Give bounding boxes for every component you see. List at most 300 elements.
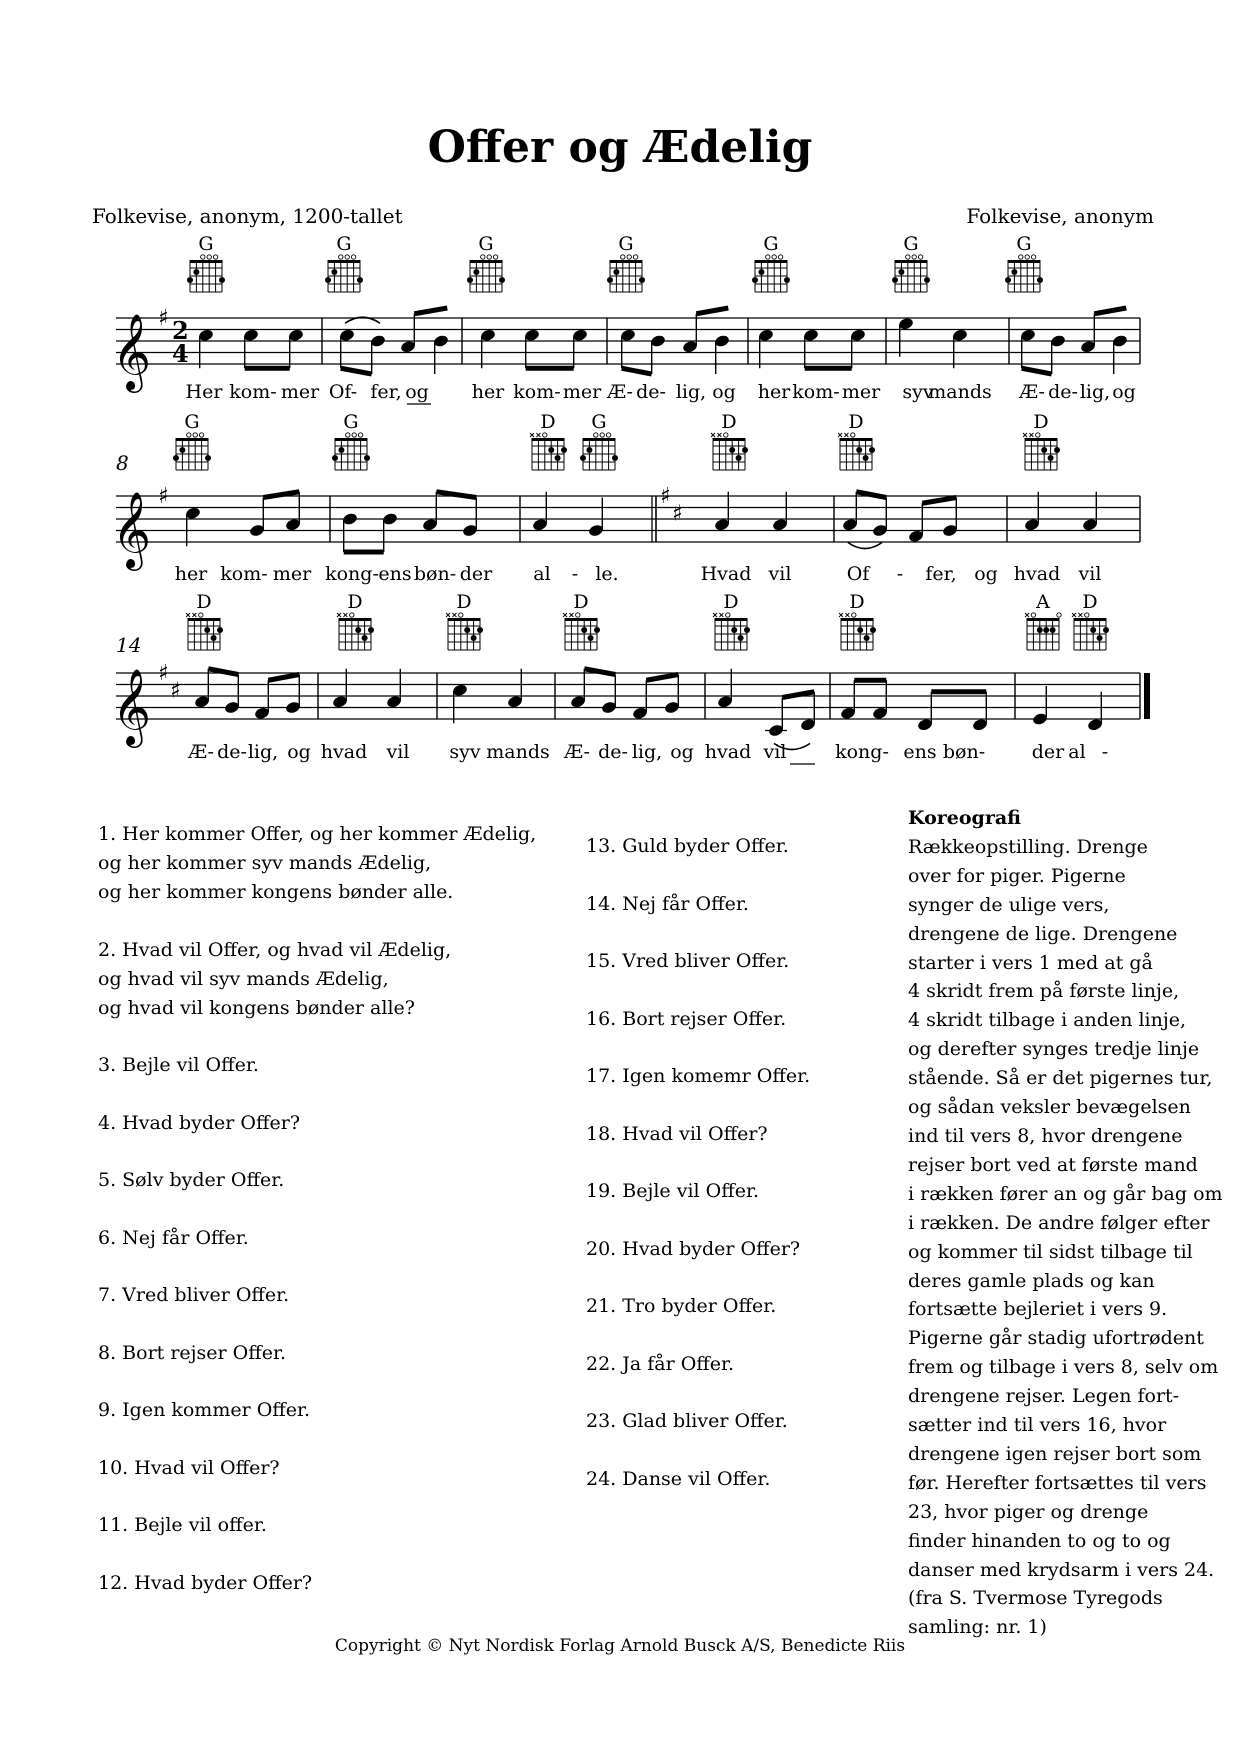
verse-line: 11. Bejle vil offer. — [98, 1514, 267, 1536]
open-string-marker — [606, 433, 610, 437]
open-string-marker — [481, 255, 485, 259]
finger-dot — [219, 277, 225, 283]
lyric-syllable: kom- — [220, 563, 268, 585]
koreografi-line: finder hinanden to og to og — [908, 1529, 1171, 1552]
verse-line: 7. Vred bliver Offer. — [98, 1284, 290, 1306]
lyric-syllable: Her — [185, 381, 223, 403]
finger-dot — [561, 447, 567, 453]
finger-dot — [1037, 277, 1043, 283]
lyric-syllable: Of — [846, 563, 870, 585]
chord-nut — [583, 438, 615, 441]
open-string-marker — [339, 255, 343, 259]
open-string-marker — [199, 613, 203, 617]
finger-dot — [731, 627, 737, 633]
open-string-marker — [187, 433, 191, 437]
koreografi-line: stående. Så er det pigernes tur, — [908, 1067, 1213, 1090]
lyric-syllable: Hvad — [700, 563, 752, 585]
lyric-syllable: lig, — [1079, 381, 1111, 403]
chord-diagram-icon — [713, 613, 750, 650]
chord-diagram-icon — [325, 255, 363, 292]
lyric-syllable: og — [287, 741, 311, 763]
verse-line: 3. Bejle vil Offer. — [98, 1054, 259, 1076]
koreografi-line: og sådan veksler bevægelsen — [908, 1096, 1191, 1119]
finger-dot — [473, 269, 479, 275]
lyric-syllable: kong- — [835, 741, 889, 763]
open-string-marker — [633, 255, 637, 259]
chord-diagram-icon — [711, 433, 748, 470]
muted-string-marker — [711, 433, 715, 437]
lyric-syllable: her — [174, 563, 208, 585]
chord-nut — [895, 260, 927, 263]
finger-dot — [744, 627, 750, 633]
beam — [922, 498, 956, 504]
lyric-syllable: lig, — [675, 381, 707, 403]
chord-diagram-icon — [752, 255, 790, 292]
time-signature-bottom: 4 — [172, 339, 189, 368]
chord-name: D — [196, 591, 212, 613]
koreografi-line: rejser bort ved at første mand — [908, 1153, 1198, 1176]
chord-name: G — [763, 233, 779, 255]
verse — [98, 1569, 568, 1598]
open-string-marker — [772, 255, 776, 259]
chord-diagram-icon — [580, 433, 618, 470]
verse — [586, 1062, 886, 1091]
muted-string-marker — [337, 613, 341, 617]
sheet-music-score — [0, 0, 1240, 790]
open-string-marker — [346, 433, 350, 437]
lyric-syllable: Æ- — [607, 381, 633, 403]
finger-dot — [1005, 277, 1011, 283]
verse — [98, 1396, 568, 1425]
open-string-marker — [1031, 613, 1035, 617]
finger-dot — [193, 269, 199, 275]
muted-string-marker — [563, 613, 567, 617]
lyric-syllable: syv — [449, 741, 481, 763]
finger-dot — [205, 455, 211, 461]
open-string-marker — [199, 433, 203, 437]
lyric-syllable: og — [405, 381, 429, 403]
open-string-marker — [600, 433, 604, 437]
verse — [98, 1511, 568, 1540]
open-string-marker — [621, 255, 625, 259]
beam — [646, 675, 678, 681]
open-string-marker — [459, 613, 463, 617]
open-string-marker — [912, 255, 916, 259]
open-string-marker — [594, 433, 598, 437]
chord-nut — [470, 260, 502, 263]
open-string-marker — [852, 613, 856, 617]
beam — [622, 368, 652, 374]
beam — [1094, 308, 1126, 314]
open-string-marker — [201, 255, 205, 259]
verse-line: 20. Hvad byder Offer? — [586, 1237, 801, 1260]
muted-string-marker — [452, 613, 456, 617]
verse-line: og her kommer kongens bønder alle. — [98, 881, 454, 903]
lyric-syllable: ens — [903, 741, 937, 763]
lyric-syllable: der — [1031, 741, 1065, 763]
verse-line: 2. Hvad vil Offer, og hvad vil Ædelig, — [98, 938, 452, 961]
chord-diagram-icon — [446, 613, 483, 650]
chord-nut — [1008, 260, 1040, 263]
finger-dot — [612, 455, 618, 461]
beam — [1022, 368, 1052, 374]
muted-string-marker — [839, 613, 843, 617]
muted-string-marker — [530, 433, 534, 437]
chord-name: G — [903, 233, 919, 255]
lyric-syllable: og — [712, 381, 736, 403]
finger-dot — [863, 455, 869, 461]
lyric-syllable: mer — [562, 381, 602, 403]
finger-dot — [467, 277, 473, 283]
open-string-marker — [1085, 613, 1089, 617]
finger-dot — [187, 277, 193, 283]
finger-dot — [892, 277, 898, 283]
muted-string-marker — [1078, 613, 1082, 617]
chord-name: D — [573, 591, 589, 613]
koreografi-line: drengene de lige. Drengene — [908, 922, 1178, 945]
lyric-syllable: fer, — [925, 563, 957, 585]
koreografi-line: samling: nr. 1) — [908, 1616, 1047, 1639]
chord-nut — [335, 438, 367, 441]
beam — [856, 492, 886, 498]
koreografi-line: ind til vers 8, hvor drengene — [908, 1124, 1183, 1147]
koreografi-line: frem og tilbage i vers 8, selv om — [908, 1356, 1219, 1379]
open-string-marker — [1019, 255, 1023, 259]
beam — [263, 492, 299, 498]
lyric-syllable: de- — [217, 741, 247, 763]
finger-dot — [338, 447, 344, 453]
chord-diagram-icon — [332, 433, 370, 470]
open-string-marker — [1025, 255, 1029, 259]
finger-dot — [738, 635, 744, 641]
measure-number: 14 — [116, 633, 142, 657]
verse-line: og her kommer syv mands Ædelig, — [98, 852, 432, 874]
lyric-syllable: Æ- — [188, 741, 214, 763]
lyric-syllable: Æ- — [564, 741, 590, 763]
chord-name: D — [723, 591, 739, 613]
verse-line: 17. Igen komemr Offer. — [586, 1065, 811, 1087]
finger-dot — [588, 635, 594, 641]
koreografi-line: sætter ind til vers 16, hvor — [908, 1414, 1167, 1437]
muted-string-marker — [186, 613, 190, 617]
finger-dot — [1041, 447, 1047, 453]
chord-diagram-icon — [563, 613, 600, 650]
muted-string-marker — [1023, 433, 1027, 437]
lyric-syllable: syv — [902, 381, 934, 403]
finger-dot — [1097, 635, 1103, 641]
verse-line: 15. Vred bliver Offer. — [586, 950, 790, 972]
chord-diagram-icon — [186, 613, 223, 650]
chord-diagram-icon — [1005, 255, 1043, 292]
verse-line: og hvad vil kongens bønder alle? — [98, 996, 415, 1019]
chord-diagram-icon — [838, 433, 875, 470]
chord-nut — [715, 618, 747, 621]
verse — [98, 1454, 568, 1483]
finger-dot — [898, 269, 904, 275]
verse-line: 5. Sølv byder Offer. — [98, 1169, 285, 1191]
finger-dot — [1011, 269, 1017, 275]
koreografi-line: 4 skridt frem på første linje, — [908, 980, 1180, 1003]
verse-line: 23. Glad bliver Offer. — [586, 1410, 788, 1432]
verse — [586, 1465, 886, 1494]
chord-name: A — [1036, 591, 1050, 613]
chord-name: D — [347, 591, 363, 613]
verse — [586, 1005, 886, 1034]
beam — [414, 308, 447, 314]
verses-column-1 — [98, 820, 568, 1626]
lyric-syllable: mands — [928, 381, 992, 403]
finger-dot — [869, 447, 875, 453]
finger-dot — [784, 277, 790, 283]
finger-dot — [325, 277, 331, 283]
lyric-syllable: vil — [386, 741, 410, 763]
muted-string-marker — [844, 433, 848, 437]
chord-name: G — [591, 411, 607, 433]
composer-right: Folkevise, anonym — [966, 204, 1154, 228]
lyric-syllable: mer — [841, 381, 881, 403]
lyric-syllable: kom- — [792, 381, 840, 403]
lyric-syllable: bøn- — [413, 563, 457, 585]
chord-name: G — [478, 233, 494, 255]
open-string-marker — [1036, 433, 1040, 437]
open-string-marker — [543, 433, 547, 437]
lyric-syllable: hvad — [704, 741, 752, 763]
koreografi-line: deres gamle plads og kan — [908, 1269, 1155, 1292]
chord-name: G — [618, 233, 634, 255]
muted-string-marker — [838, 433, 842, 437]
finger-dot — [1054, 447, 1060, 453]
verse — [586, 832, 886, 861]
chord-diagram-icon — [530, 433, 567, 470]
lyric-syllable: le. — [595, 563, 619, 585]
finger-dot — [1048, 455, 1054, 461]
chord-name: D — [721, 411, 737, 433]
finger-dot — [1043, 627, 1049, 633]
lyric-syllable: og — [670, 741, 694, 763]
open-string-marker — [193, 433, 197, 437]
open-string-marker — [724, 433, 728, 437]
treble-clef-icon: 𝄞 — [112, 491, 152, 568]
koreografi-section — [908, 804, 1238, 1642]
open-string-marker — [351, 255, 355, 259]
finger-dot — [204, 627, 210, 633]
muted-string-marker — [536, 433, 540, 437]
beam — [436, 492, 476, 498]
koreografi-line: og kommer til sidst tilbage til — [908, 1240, 1193, 1263]
koreografi-line: over for piger. Pigerne — [908, 864, 1126, 887]
verse — [98, 936, 568, 1023]
lyric-syllable: - — [1101, 741, 1109, 763]
finger-dot — [586, 447, 592, 453]
chord-name: G — [336, 233, 352, 255]
finger-dot — [211, 635, 217, 641]
muted-string-marker — [713, 613, 717, 617]
chord-diagram-icon — [892, 255, 930, 292]
finger-dot — [613, 269, 619, 275]
sharp-icon: ♯ — [660, 484, 671, 509]
open-string-marker — [726, 613, 730, 617]
finger-dot — [752, 277, 758, 283]
verse — [98, 1166, 568, 1195]
page-title: Offer og Ædelig — [427, 122, 813, 173]
verse — [586, 1120, 886, 1149]
chord-name: D — [456, 591, 472, 613]
lyric-syllable: al — [533, 563, 551, 585]
open-string-marker — [851, 433, 855, 437]
koreografi-line: fortsætte bejleriet i vers 9. — [908, 1298, 1168, 1321]
muted-string-marker — [446, 613, 450, 617]
chord-diagram-icon — [1025, 613, 1061, 650]
chord-nut — [1074, 618, 1106, 621]
lyric-syllable: - — [571, 563, 579, 585]
finger-dot — [870, 627, 876, 633]
koreografi-line: synger de ulige vers, — [908, 893, 1110, 916]
chord-name: D — [1082, 591, 1098, 613]
lyric-syllable: de- — [598, 741, 628, 763]
system-2 — [112, 411, 1140, 585]
koreografi-line: 23, hvor piger og drenge — [908, 1500, 1149, 1523]
finger-dot — [581, 627, 587, 633]
chord-nut — [1025, 438, 1057, 441]
lyric-syllable: lig, — [631, 741, 663, 763]
lyric-syllable: vil — [1078, 563, 1102, 585]
verse — [586, 947, 886, 976]
beam — [341, 368, 372, 374]
chord-nut — [188, 618, 220, 621]
lyric-syllable: bøn- — [942, 741, 986, 763]
open-string-marker — [207, 255, 211, 259]
open-string-marker — [1057, 613, 1061, 617]
verse-line: 24. Danse vil Offer. — [586, 1467, 771, 1490]
finger-dot — [856, 447, 862, 453]
verse-line: 4. Hvad byder Offer? — [98, 1111, 301, 1134]
finger-dot — [364, 455, 370, 461]
finger-dot — [857, 627, 863, 633]
chord-name: G — [343, 411, 359, 433]
chord-nut — [339, 618, 371, 621]
lyric-syllable: - — [896, 563, 904, 585]
finger-dot — [355, 627, 361, 633]
chord-nut — [328, 260, 360, 263]
chord-nut — [713, 438, 745, 441]
sharp-icon: ♯ — [170, 678, 181, 704]
finger-dot — [1037, 627, 1043, 633]
time-signature-top: 2 — [172, 316, 189, 345]
beam — [208, 669, 238, 675]
beam — [696, 308, 728, 314]
finger-dot — [1090, 627, 1096, 633]
final-barline — [1144, 673, 1150, 719]
lyric-syllable: ens — [378, 563, 412, 585]
chord-nut — [1027, 618, 1059, 621]
finger-dot — [1103, 627, 1109, 633]
lyric-syllable: de- — [1048, 381, 1078, 403]
finger-dot — [864, 635, 870, 641]
verse-line: 9. Igen kommer Offer. — [98, 1399, 311, 1421]
lyric-syllable: Of- — [328, 381, 358, 403]
finger-dot — [555, 455, 561, 461]
verse-line: 16. Bort rejser Offer. — [586, 1007, 787, 1030]
chord-nut — [565, 618, 597, 621]
system-1 — [112, 233, 1140, 404]
verse-line: 12. Hvad byder Offer? — [98, 1571, 313, 1594]
verse — [586, 1292, 886, 1321]
koreografi-line: drengene igen rejser bort som — [908, 1442, 1202, 1465]
lyric-syllable: hvad — [1013, 563, 1061, 585]
lyric-syllable: mer — [272, 563, 312, 585]
muted-string-marker — [1025, 613, 1029, 617]
verse-line: 6. Nej får Offer. — [98, 1226, 249, 1249]
beam — [268, 675, 299, 681]
verse-line: 8. Bort rejser Offer. — [98, 1341, 287, 1364]
open-string-marker — [778, 255, 782, 259]
muted-string-marker — [192, 613, 196, 617]
chord-name: G — [1016, 233, 1032, 255]
muted-string-marker — [845, 613, 849, 617]
lyric-syllable: al — [1068, 741, 1086, 763]
verse — [98, 820, 568, 907]
finger-dot — [179, 447, 185, 453]
chord-nut — [755, 260, 787, 263]
open-string-marker — [358, 433, 362, 437]
koreografi-line: starter i vers 1 med at gå — [908, 951, 1153, 974]
open-string-marker — [918, 255, 922, 259]
open-string-marker — [576, 613, 580, 617]
lyric-syllable: hvad — [320, 741, 368, 763]
verse-line: 18. Hvad vil Offer? — [586, 1122, 768, 1145]
verse-line: 22. Ja får Offer. — [586, 1352, 735, 1375]
koreografi-text — [908, 833, 1238, 1642]
chord-nut — [448, 618, 480, 621]
finger-dot — [594, 627, 600, 633]
koreografi-line: Pigerne går stadig ufortrødent — [908, 1327, 1204, 1350]
koreografi-line: i rækken fører an og går bag om — [908, 1182, 1223, 1205]
verse-line: 13. Guld byder Offer. — [586, 835, 789, 857]
verse — [586, 1407, 886, 1436]
chord-name: D — [1033, 411, 1049, 433]
muted-string-marker — [343, 613, 347, 617]
finger-dot — [173, 455, 179, 461]
slur — [848, 543, 882, 549]
finger-dot — [742, 447, 748, 453]
lyric-syllable: lig, — [247, 741, 279, 763]
finger-dot — [477, 627, 483, 633]
koreografi-line: i rækken. De andre følger efter — [908, 1211, 1210, 1234]
chord-name: D — [540, 411, 556, 433]
finger-dot — [639, 277, 645, 283]
verse — [98, 1281, 568, 1310]
lyric-syllable: vil — [763, 741, 787, 763]
open-string-marker — [906, 255, 910, 259]
finger-dot — [362, 635, 368, 641]
lyric-syllable: mands — [486, 741, 550, 763]
chord-name: D — [848, 411, 864, 433]
koreografi-line: (fra S. Tvermose Tyregods — [908, 1587, 1163, 1610]
lyric-syllable: her — [757, 381, 791, 403]
lyric-syllable: her — [471, 381, 505, 403]
lyric-syllable: mer — [280, 381, 320, 403]
finger-dot — [729, 447, 735, 453]
verse-line: 10. Hvad vil Offer? — [98, 1456, 280, 1479]
koreografi-line: danser med krydsarm i vers 24. — [908, 1558, 1215, 1581]
koreografi-heading: Koreografi — [908, 807, 1021, 829]
lyric-syllable: Æ- — [1019, 381, 1045, 403]
open-string-marker — [487, 255, 491, 259]
verse — [586, 1350, 886, 1379]
chord-nut — [190, 260, 222, 263]
finger-dot — [357, 277, 363, 283]
open-string-marker — [350, 613, 354, 617]
